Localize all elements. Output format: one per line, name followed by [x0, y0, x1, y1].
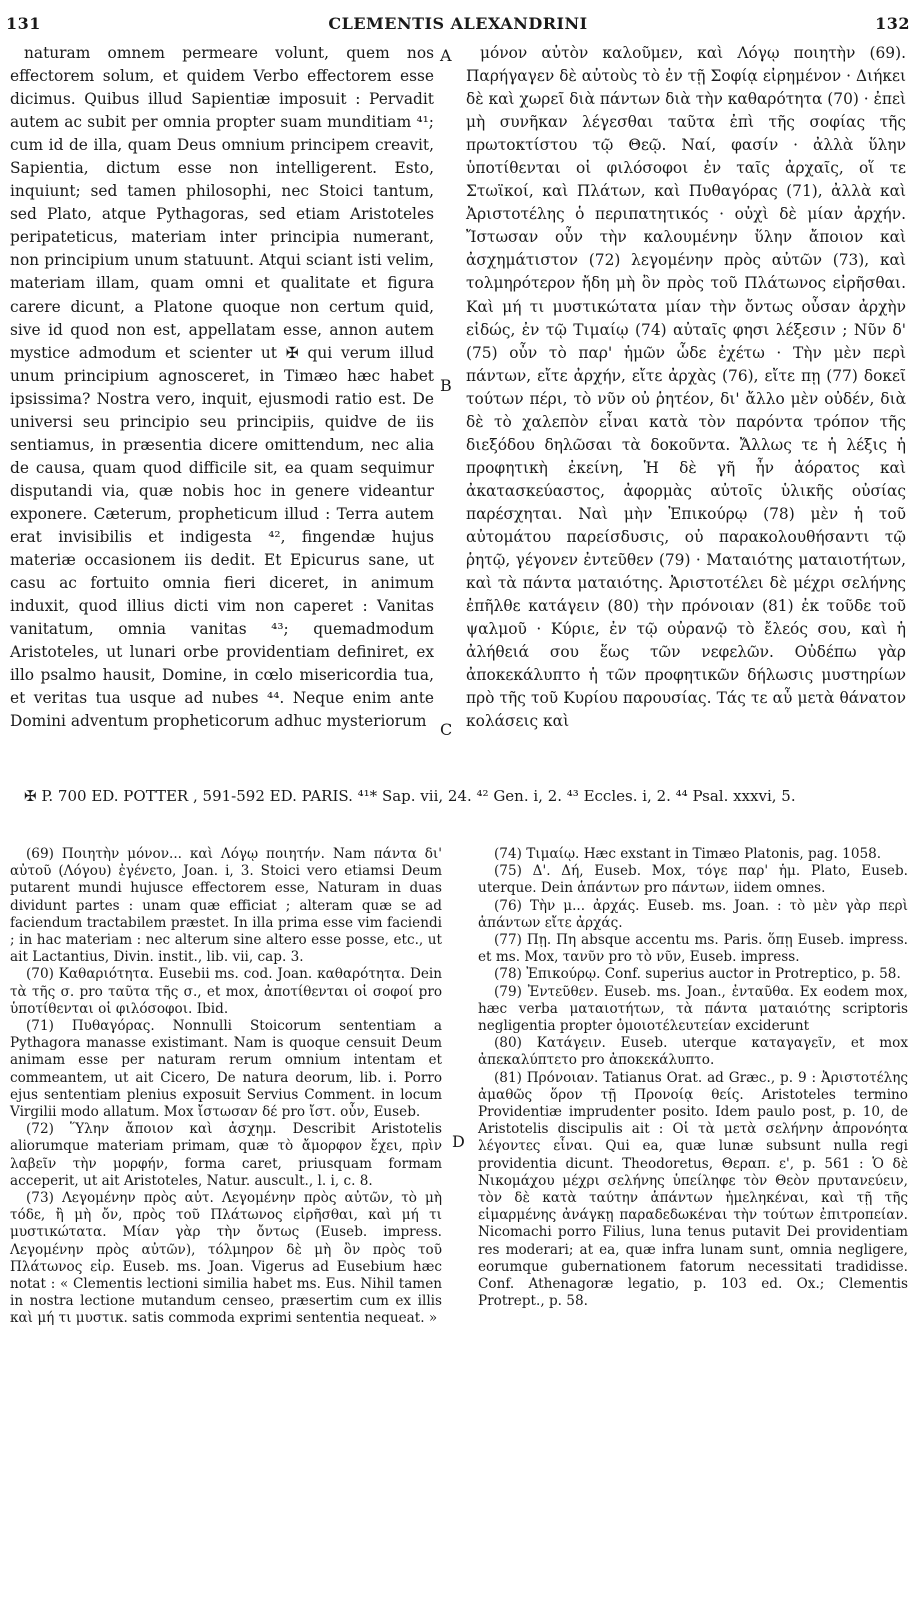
footnote: (73) Λεγομένην πρὸς αὐτ. Λεγομένην πρὸς αὐτῶν, τὸ μὴ τόδε, ἢ μὴ ὄν, πρὸς τοῦ Πλάτωνος εἰρῆσθαι, καὶ μή τι μυστικώτατα. Μίαν γὰρ τὴν ὄντως (Euseb. impress. Λεγομένην πρὸς αὐτῶν), τόλμηρον δὲ μὴ ὂν πρὸς τοῦ Πλάτωνος εἰρ. Euseb. ms. Joan. Vigerus ad Eusebium hæc notat : « Clementis lectioni similia habet ms. Eus. Nihil tamen in nostra lectione mutandum censeo, præsertim cum ex illis καὶ μή τι μυστικ. satis commoda exprimi sententia nequeat. » [10, 1190, 442, 1327]
footnote: (70) Καθαριότητα. Eusebii ms. cod. Joan. καθαρότητα. Dein τὰ τῆς σ. pro ταῦτα τῆς σ., et mox, ἀποτίθενται οἱ σοφοί pro ὑποτίθενται οἱ φιλόσοφοι. Ibid. [10, 966, 442, 1017]
footnote: (80) Κατάγειν. Euseb. uterque καταγαγεῖν, et mox ἀπεκαλύπτετο pro ἀποκεκάλυπτο. [478, 1035, 908, 1069]
footnotes-right [478, 846, 908, 1310]
running-title: CLEMENTIS ALEXANDRINI [328, 14, 588, 33]
footnote: (72) Ὕλην ἄποιον καὶ ἀσχημ. Describit Aristotelis aliorumque materiam primam, quæ τὸ ἄμορφον ἔχει, πρὶν λαβεῖν τὴν μορφήν, forma caret, priusquam formam acceperit, ut ait Aristoteles, Natur. auscult., l. i, c. 8. [10, 1121, 442, 1189]
footnote: (77) Πῃ. Πη absque accentu ms. Paris. ὅπῃ Euseb. impress. et ms. Mox, τανῦν pro τὸ νῦν, Euseb. impress. [478, 932, 908, 966]
page-header [6, 14, 910, 40]
margin-letter-a: A [440, 46, 452, 65]
page-number-left: 131 [6, 14, 41, 33]
page-number-right: 132 [875, 14, 910, 33]
footnote: (76) Τὴν μ... ἀρχάς. Euseb. ms. Joan. : τὸ μὲν γὰρ περὶ ἁπάντων εἴτε ἀρχάς. [478, 897, 908, 931]
footnote: (75) Δ'. Δή, Euseb. Mox, τόγε παρ' ἡμ. Plato, Euseb. uterque. Dein ἁπάντων pro πάντων, iidem omnes. [478, 863, 908, 897]
footnote: (81) Πρόνοιαν. Tatianus Orat. ad Græc., p. 9 : Ἀριστοτέλης ἀμαθῶς ὅρον τῇ Προνοίᾳ θείς. Aristoteles termino Providentiæ imprudenter posito. Idem paulo post, p. 10, de Aristotelis discipulis ait : Οἱ τὰ μετὰ σελήνην ἀπρονόητα λέγοντες εἶναι. Qui ea, quæ lunæ subsunt nulla regi providentia dicunt. Theodoretus, Θεραπ. ε', p. 561 : Ὁ δὲ Νικομάχου μέχρι σελήνης ὑπείληφε τὸν Θεὸν πρυτανεύειν, τὸν δὲ κατὰ ταύτην ἁπάντων ἠμεληκέναι, καὶ τῇ τῆς εἱμαρμένης ἀνάγκῃ παραδεδωκέναι τὴν τούτων ἐπιτροπείαν. Nicomachi porro Filius, luna tenus putavit Dei providentiam res moderari; at ea, quæ infra lunam sunt, omnia negligere, eorumque gubernationem fatorum necessitati tradidisse. Conf. Athenagoræ legatio, p. 103 ed. Ox.; Clementis Protrept., p. 58. [478, 1069, 908, 1310]
footnote: (78) Ἐπικούρῳ. Conf. superius auctor in Protreptico, p. 58. [494, 966, 901, 983]
latin-paragraph: naturam omnem permeare volunt, quem nos effectorem solum, et quidem Verbo effectorem esse dicimus. Quibus illud Sapientiæ imposuit : Pervadit autem ac subit per omnia propter suam munditiam ⁴¹; cum id de illa, quam Deus omnium principem creavit, Sapientia, dictum esse non intelligerent. Esto, inquiunt; sed tamen philosophi, nec Stoici tantum, sed Plato, atque Pythagoras, sed etiam Aristoteles peripateticus, materiam inter principia numerant, non principium unum statuunt. Atqui sciant isti velim, materiam illam, quam omni et qualitate et figura carere dicunt, a Platone quoque non certum quid, sive id quod non est, appellatam esse, annon autem mystice admodum et scienter ut ✠ qui verum illud unum principium agnosceret, in Timæo hæc habet ipsissima? Nostra vero, inquit, ejusmodi ratio est. De universi seu principio seu principiis, quidve de iis sentiamus, in præsentia dicere omittendum, nec alia de causa, quam quod difficile sit, ea quam sequimur disputandi via, quæ nobis hoc in genere videantur exponere. Cæterum, propheticum illud : Terra autem erat invisibilis et indigesta ⁴², fingendæ hujus materiæ occasionem iis dedit. Et Epicurus sane, ut casu ac fortuito omnia fieri diceret, in animum induxit, quod illius dicti vim non caperet : Vanitas vanitatum, omnia vanitas ⁴³; quemadmodum Aristoteles, ut lunari orbe providentiam definiret, ex illo psalmo hausit, Domine, in cœlo misericordia tua, et veritas tua usque ad nubes ⁴⁴. Neque enim ante Domini adventum propheticorum adhuc mysteriorum [10, 44, 434, 731]
footnotes-left [10, 846, 442, 1328]
latin-text-column [10, 42, 434, 733]
margin-letter-d: D [452, 1132, 465, 1151]
greek-text-column [466, 42, 906, 733]
margin-letter-b: B [440, 376, 452, 395]
reference-footline: ✠ P. 700 ED. POTTER , 591-592 ED. PARIS. ⁴¹* Sap. vii, 24. ⁴² Gen. i, 2. ⁴³ Eccles. i, 2. ⁴⁴ Psal. xxxvi, 5. [24, 787, 796, 805]
footnote: (69) Ποιητὴν μόνον... καὶ Λόγῳ ποιητήν. Nam πάντα δι' αὐτοῦ (Λόγου) ἐγένετο, Joan. i, 3. Stoici vero etiamsi Deum putarent mundi hujusce effectorem esse, Naturam in duas dividunt partes : unam quæ efficiat ; alteram quæ se ad faciendum tractabilem præstet. In illa prima esse vim faciendi ; in hac materiam : nec alterum sine altero esse posse, etc., ut ait Lactantius, Divin. instit., lib. vii, cap. 3. [10, 846, 442, 966]
footnote: (79) Ἐντεῦθεν. Euseb. ms. Joan., ἐνταῦθα. Ex eodem mox, hæc verba ματαιοτήτων, τὰ πάντα ματαιότης scriptoris negligentia propter ὁμοιοτέλευτείαν exciderunt [478, 983, 908, 1035]
footnote: (71) Πυθαγόρας. Nonnulli Stoicorum sententiam a Pythagora manasse existimant. Nam is quoque censuit Deum animam esse per naturam rerum omnium intentam et commeantem, ut ait Cicero, De natura deorum, lib. i. Porro ejus sententiam plenius exposuit Servius Comment. in locum Virgilii modo allatum. Mox ἴστωσαν δέ pro ἴστ. οὖν, Euseb. [10, 1018, 442, 1121]
margin-letter-c: C [440, 720, 453, 739]
greek-paragraph: μόνον αὐτὸν καλοῦμεν, καὶ Λόγῳ ποιητὴν (69). Παρήγαγεν δὲ αὐτοὺς τὸ ἐν τῇ Σοφίᾳ εἰρημένον · Διήκει δὲ καὶ χωρεῖ διὰ πάντων διὰ τὴν καθαρότητα (70) · ἐπεὶ μὴ συνῆκαν λέγεσθαι ταῦτα ἐπὶ τῆς σοφίας τῆς πρωτοκτίστου τῷ Θεῷ. Ναί, φασίν · ἀλλὰ ὕλην ὑποτίθενται οἱ φιλόσοφοι ἐν ταῖς ἀρχαῖς, οἵ τε Στωϊκοί, καὶ Πλάτων, καὶ Πυθαγόρας (71), ἀλλὰ καὶ Ἀριστοτέλης ὁ περιπατητικός · οὐχὶ δὲ μίαν ἀρχήν. Ἴστωσαν οὖν τὴν καλουμένην ὕλην ἄποιον καὶ ἀσχημάτιστον (72) λεγομένην πρὸς αὐτῶν (73), καὶ τολμηρότερον ἤδη μὴ ὂν πρὸς τοῦ Πλάτωνος εἰρῆσθαι. Καὶ μή τι μυστικώτατα μίαν τὴν ὄντως οὖσαν ἀρχὴν εἰδώς, ἐν τῷ Τιμαίῳ (74) αὐταῖς φησι λέξεσιν ; Νῦν δ' (75) οὖν τὸ παρ' ἡμῶν ὧδε ἐχέτω · Τὴν μὲν περὶ πάντων, εἴτε ἀρχήν, εἴτε ἀρχὰς (76), εἴτε πῃ (77) δοκεῖ τούτων πέρι, τὸ νῦν οὐ ῥητέον, δι' ἄλλο μὲν οὐδέν, διὰ δὲ τὸ χαλεπὸν εἶναι κατὰ τὸν παρόντα τρόπον τῆς διεξόδου δηλῶσαι τὰ δοκοῦντα. Ἄλλως τε ἡ λέξις ἡ προφητικὴ ἐκείνη, Ἡ δὲ γῆ ἦν ἀόρατος καὶ ἀκατασκεύαστος, ἀφορμὰς αὐτοῖς ὑλικῆς οὐσίας παρέσχηται. Ναὶ μὴν Ἐπικούρῳ (78) μὲν ἡ τοῦ αὐτομάτου παρείσδυσις, οὐ παρακολουθήσαντι τῷ ῥητῷ, γέγονεν ἐντεῦθεν (79) · Ματαιότης ματαιοτήτων, καὶ τὰ πάντα ματαιότης. Ἀριστοτέλει δὲ μέχρι σελήνης ἐπῆλθε κατάγειν (80) τὴν πρόνοιαν (81) ἐκ τοῦδε τοῦ ψαλμοῦ · Κύριε, ἐν τῷ οὐρανῷ τὸ ἔλεός σου, καὶ ἡ ἀλήθειά σου ἕως τῶν νεφελῶν. Οὐδέπω γὰρ ἀποκεκάλυπτο ἡ τῶν προφητικῶν δήλωσις μυστηρίων πρὸ τῆς τοῦ Κυρίου παρουσίας. Τάς τε αὖ μετὰ θάνατον κολάσεις καὶ [466, 44, 906, 731]
footnote: (74) Τιμαίῳ. Hæc exstant in Timæo Platonis, pag. 1058. [494, 846, 882, 862]
